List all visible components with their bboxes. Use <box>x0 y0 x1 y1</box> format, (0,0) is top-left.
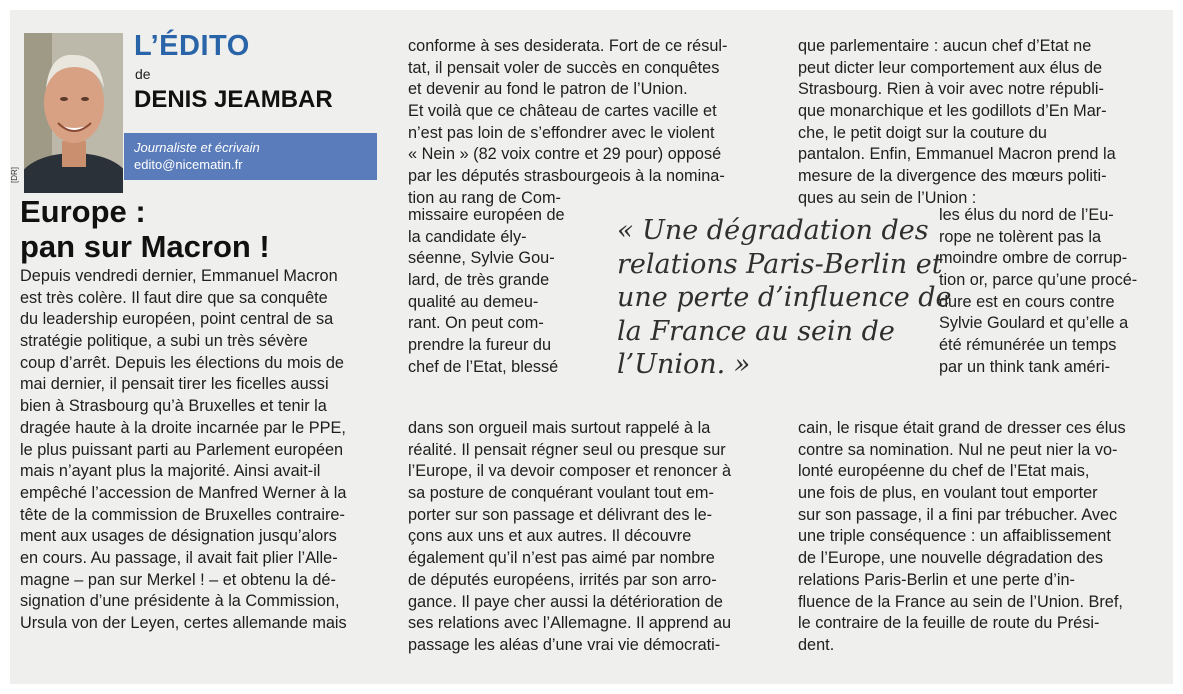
column-1 <box>20 266 347 635</box>
text-line: tion au rang de Com- <box>408 188 561 207</box>
text-line: du leadership européen, point central de sa <box>20 310 334 329</box>
text-line: lonté européenne du chef de l’Etat mais, <box>798 462 1090 481</box>
headline <box>20 194 380 264</box>
byline-de: de <box>135 66 151 82</box>
pull-quote <box>617 214 952 382</box>
text-line: Ursula von der Leyen, certes allemande mais <box>20 614 347 632</box>
text-line: une triple conséquence : un affaiblissement <box>798 527 1111 546</box>
text-line: Sylvie Goulard et qu’elle a <box>939 314 1129 333</box>
text-line: magne – pan sur Merkel ! – et obtenu la dé- <box>20 570 336 589</box>
text-line: tion or, parce qu’une procé- <box>939 271 1138 290</box>
text-line: « Nein » (82 voix contre et 29 pour) opposé <box>408 145 722 164</box>
column-2-top <box>408 36 727 210</box>
text-line: « Une dégradation des <box>617 215 929 246</box>
text-line: par les députés strasbourgeois à la nomina- <box>408 167 725 186</box>
text-line: le plus puissant parti au Parlement européen <box>20 440 344 459</box>
text-line: stratégie politique, a subi un très sévère <box>20 332 308 351</box>
text-line: ques au sein de l’Union : <box>798 188 977 207</box>
text-line: fluence de la France au sein de l’Union. Bref, <box>798 592 1123 611</box>
text-line: mesure de la divergence des mœurs politi- <box>798 167 1107 186</box>
text-line: bien à Strasbourg qu’à Bruxelles et tenir la <box>20 397 327 416</box>
author-photo <box>24 33 123 193</box>
text-line: ses relations avec l’Allemagne. Il apprend au <box>408 614 732 633</box>
text-line: sa posture de conquérant voulant tout em- <box>408 484 714 503</box>
text-line: relations Paris-Berlin et une perte d’in- <box>798 570 1075 589</box>
text-line: de l’Europe, une nouvelle dégradation des <box>798 549 1104 568</box>
text-line: çons aux uns et aux autres. Il découvre <box>408 527 692 546</box>
text-line: coup d’arrêt. Depuis les élections du mois de <box>20 353 344 372</box>
section-title: L’ÉDITO <box>134 30 250 62</box>
text-line: chef de l’Etat, blessé <box>408 357 559 376</box>
text-line: séenne, Sylvie Gou- <box>408 249 555 268</box>
text-line: Strasbourg. Rien à voir avec notre républi- <box>798 80 1104 99</box>
photo-credit: [DR] <box>10 167 19 183</box>
text-line: mai dernier, il pensait tirer les ficelles aussi <box>20 375 329 394</box>
text-line: lard, de très grande <box>408 271 550 290</box>
headline-line: Europe : <box>20 194 146 229</box>
text-line: Et voilà que ce château de cartes vacille et <box>408 102 717 121</box>
author-band <box>124 133 377 180</box>
text-line: une fois de plus, en voulant tout emporter <box>798 484 1098 503</box>
text-line: passage les aléas d’une vrai vie démocrati- <box>408 635 721 654</box>
column-2-wrap <box>408 205 565 379</box>
text-line: dent. <box>798 635 835 654</box>
text-line: mais n’ayant plus la majorité. Ainsi avait-il <box>20 462 321 481</box>
text-line: gance. Il paye cher aussi la détérioration de <box>408 592 723 611</box>
text-line: dragée haute à la droite incarnée par le PPE, <box>20 418 346 437</box>
headline-line: pan sur Macron ! <box>20 229 270 264</box>
text-line: missaire européen de <box>408 206 565 224</box>
text-line: dans son orgueil mais surtout rappelé à la <box>408 419 711 437</box>
author-email: edito@nicematin.fr <box>134 157 243 172</box>
text-line: le contraire de la feuille de route du Prési- <box>798 614 1100 633</box>
text-line: Depuis vendredi dernier, Emmanuel Macron <box>20 267 338 285</box>
text-line: les élus du nord de l’Eu- <box>939 206 1114 224</box>
text-line: pantalon. Enfin, Emmanuel Macron prend la <box>798 145 1116 164</box>
text-line: également qu’il n’est pas aimé par nombre <box>408 549 715 568</box>
text-line: en cours. Au passage, il avait fait plier l’Alle- <box>20 548 338 567</box>
text-line: n’est pas loin de s’effondrer avec le violent <box>408 123 715 142</box>
text-line: l’Union. » <box>617 349 751 380</box>
text-line: que parlementaire : aucun chef d’Etat ne <box>798 37 1092 55</box>
text-line: conforme à ses desiderata. Fort de ce résul- <box>408 37 728 55</box>
text-line: la candidate ély- <box>408 227 527 246</box>
text-line: réalité. Il pensait régner seul ou presque sur <box>408 440 726 459</box>
text-line: peut dicter leur comportement aux élus de <box>798 58 1103 77</box>
text-line: rope ne tolèrent pas la <box>939 227 1102 246</box>
author-name: DENIS JEAMBAR <box>134 86 333 113</box>
column-3-wrap <box>939 205 1137 379</box>
text-line: ment aux usages de désignation jusqu’alors <box>20 527 337 546</box>
column-3-top <box>798 36 1116 210</box>
column-3-bottom <box>798 418 1126 657</box>
text-line: tat, il pensait voler de succès en conquêtes <box>408 58 720 77</box>
text-line: été rémunérée un temps <box>939 336 1117 355</box>
text-line: que monarchique et les godillots d’En Mar- <box>798 102 1107 121</box>
text-line: prendre la fureur du <box>408 336 552 355</box>
text-line: dure est en cours contre <box>939 292 1115 311</box>
column-2-bottom <box>408 418 731 657</box>
text-line: porter sur son passage et délivrant des le- <box>408 505 713 524</box>
article-page <box>10 10 1173 684</box>
text-line: moindre ombre de corrup- <box>939 249 1128 268</box>
text-line: la France au sein de <box>617 315 895 347</box>
text-line: tête de la commission de Bruxelles contraire- <box>20 505 345 524</box>
text-line: signation d’une présidente à la Commission, <box>20 592 340 611</box>
text-line: est très colère. Il faut dire que sa conquête <box>20 288 328 307</box>
text-line: par un think tank améri- <box>939 357 1111 376</box>
text-line: relations Paris-Berlin et <box>617 248 943 280</box>
author-role: Journaliste et écrivain <box>134 140 260 155</box>
text-line: qualité au demeu- <box>408 292 539 311</box>
text-line: et devenir au fond le patron de l’Union. <box>408 80 688 99</box>
text-line: l’Europe, il va devoir composer et renoncer à <box>408 462 732 481</box>
text-line: contre sa nomination. Nul ne peut nier la vo- <box>798 440 1118 459</box>
text-line: sur son passage, il a fini par trébucher. Avec <box>798 505 1118 524</box>
text-line: empêché l’accession de Manfred Werner à la <box>20 483 347 502</box>
text-line: une perte d’influence de <box>617 282 952 313</box>
text-line: de députés européens, irrités par son arro- <box>408 570 717 589</box>
text-line: che, le petit doigt sur la couture du <box>798 123 1047 142</box>
text-line: rant. On peut com- <box>408 314 544 333</box>
text-line: cain, le risque était grand de dresser ces élus <box>798 419 1126 437</box>
